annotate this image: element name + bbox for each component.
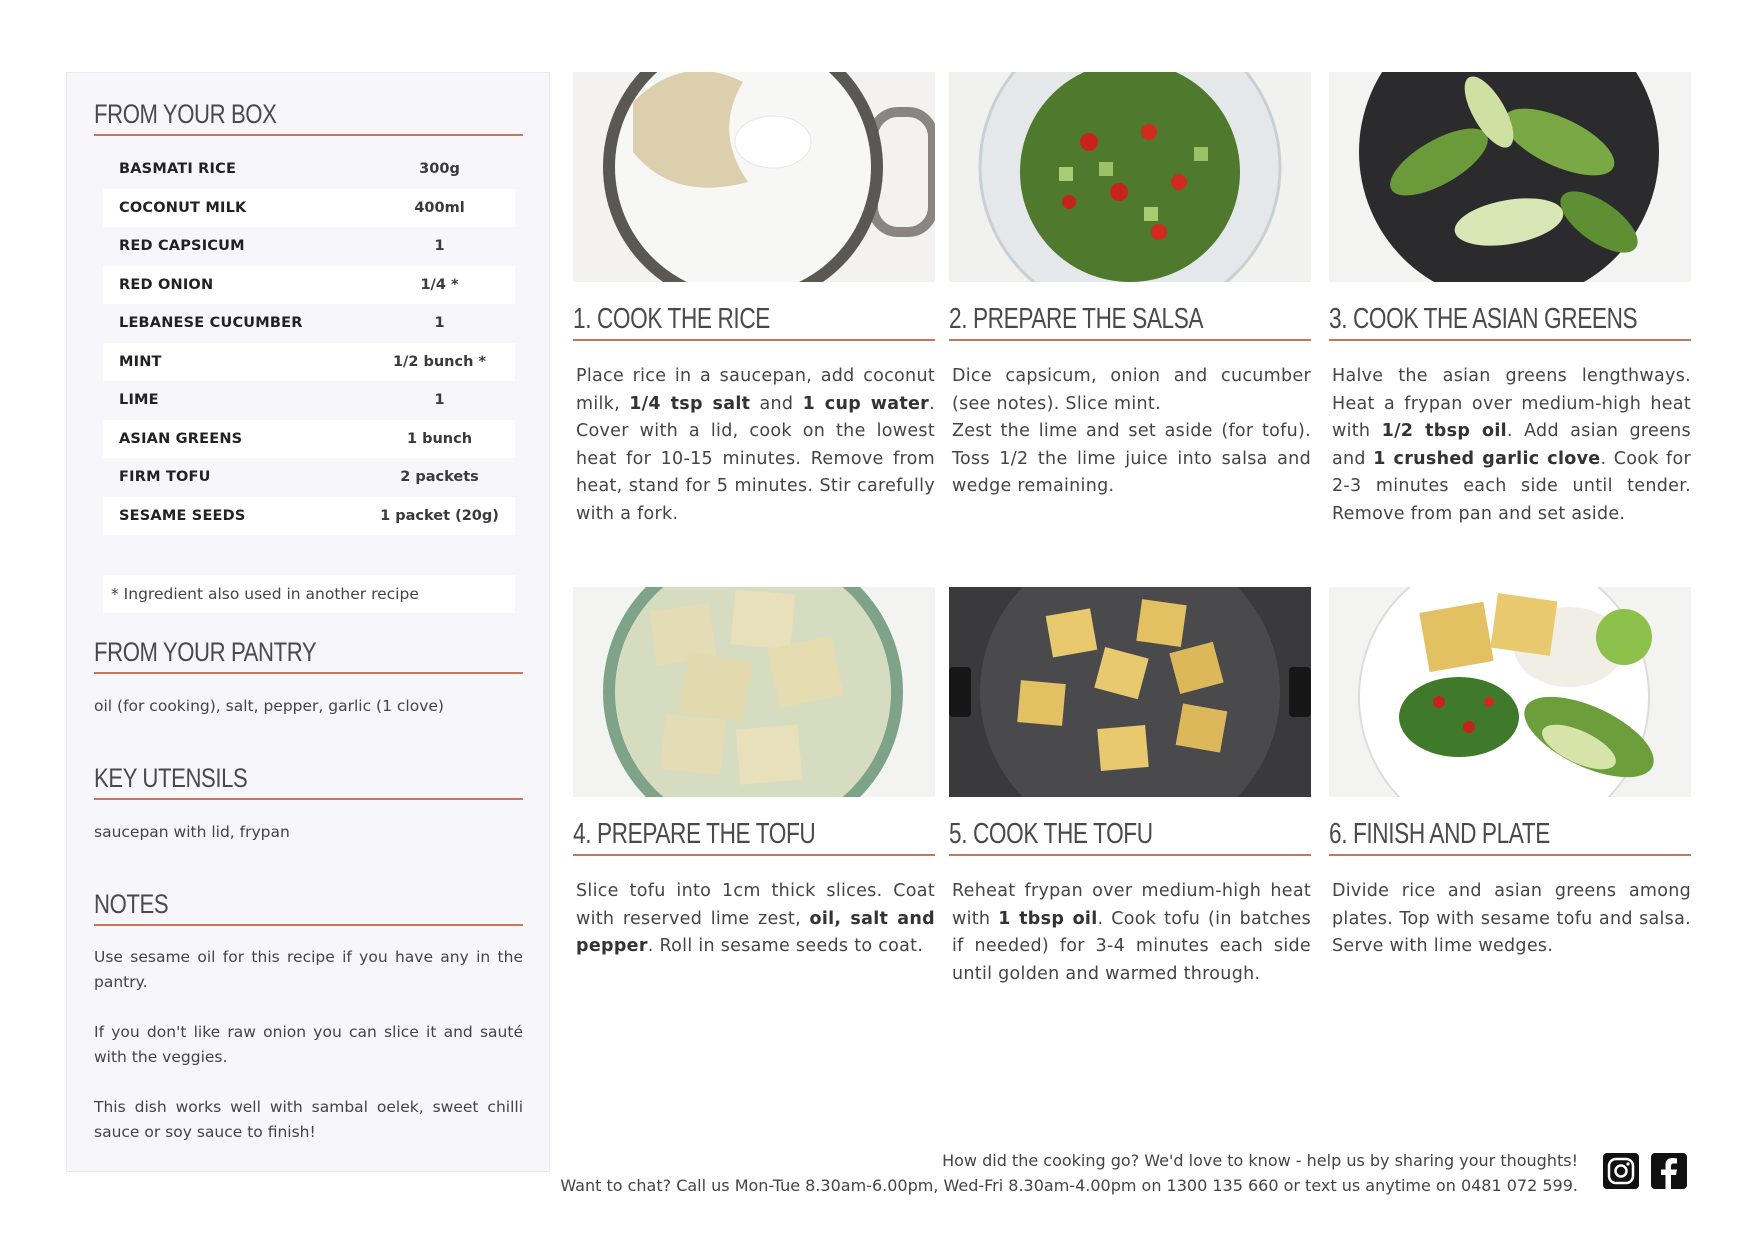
ingredient-name: MINT	[119, 353, 162, 370]
step-2-body: Dice capsicum, onion and cucumber (see notes). Slice mint. Zest the lime and set aside (for tofu). Toss 1/2 the lime juice into salsa and wedge remaining.	[952, 366, 1311, 496]
key-utensils-heading: KEY UTENSILS	[94, 763, 523, 800]
step-2-photo	[949, 72, 1311, 282]
ingredient-name: FIRM TOFU	[119, 469, 211, 486]
ingredient-qty: 400ml	[414, 199, 465, 216]
step-4	[573, 587, 935, 961]
ingredient-name: LIME	[119, 392, 159, 409]
from-your-box-heading: FROM YOUR BOX	[94, 99, 523, 136]
step-5-body: Reheat frypan over medium-high heat with 1 tbsp oil. Cook tofu (in batches if needed) for 3-4 minutes each side until golden and warmed through.	[952, 881, 1312, 984]
ingredient-row	[103, 458, 515, 497]
ingredients-sidebar	[66, 72, 550, 1172]
ingredient-qty: 2 packets	[400, 469, 479, 486]
ingredient-name: RED CAPSICUM	[119, 238, 245, 255]
ingredients-table	[103, 150, 515, 535]
step-1-photo	[573, 72, 935, 282]
ingredient-row	[103, 189, 515, 228]
step-2-title: 2. PREPARE THE SALSA	[949, 303, 1311, 341]
ingredient-qty: 1	[434, 315, 445, 332]
ingredient-row	[103, 304, 515, 343]
ingredient-qty: 1	[434, 238, 445, 255]
ingredient-row	[103, 343, 515, 382]
step-1-body: Place rice in a saucepan, add coconut milk, 1/4 tsp salt and 1 cup water. Cover with a lid, cook on the lowest heat for 10-15 minutes. Remove from heat, stand for 5 minutes. Stir carefully with a fork.	[576, 366, 935, 524]
step-4-body: Slice tofu into 1cm thick slices. Coat with reserved lime zest, oil, salt and pepper. Roll in sesame seeds to coat.	[576, 881, 935, 956]
step-3-body: Halve the asian greens lengthways. Heat a frypan over medium-high heat with 1/2 tbsp oil. Add asian greens and 1 crushed garlic clove. Cook for 2-3 minutes each side until tender. Remove from pan and set aside.	[1332, 366, 1691, 524]
ingredient-row	[103, 150, 515, 189]
ingredient-row	[103, 381, 515, 420]
step-2	[949, 72, 1311, 501]
ingredient-qty: 1/4 *	[420, 276, 459, 293]
ingredient-qty: 1	[434, 392, 445, 409]
contact-line: Want to chat? Call us Mon-Tue 8.30am-6.00pm, Wed-Fri 8.30am-4.00pm on 1300 135 660 or text us anytime on 0481 072 599.	[560, 1176, 1578, 1195]
notes-list	[94, 945, 523, 1170]
step-4-title: 4. PREPARE THE TOFU	[573, 818, 935, 856]
ingredient-footnote: * Ingredient also used in another recipe	[103, 575, 515, 613]
step-1	[573, 72, 935, 528]
step-1-title: 1. COOK THE RICE	[573, 303, 935, 341]
step-6-body: Divide rice and asian greens among plates. Top with sesame tofu and salsa. Serve with lime wedges.	[1332, 881, 1691, 956]
ingredient-qty: 1/2 bunch *	[392, 353, 487, 370]
ingredient-row	[103, 497, 515, 536]
ingredient-qty: 1 packet (20g)	[380, 507, 499, 524]
step-4-photo	[573, 587, 935, 797]
feedback-line: How did the cooking go? We'd love to know - help us by sharing your thoughts!	[942, 1151, 1578, 1170]
note-item: This dish works well with sambal oelek, sweet chilli sauce or soy sauce to finish!	[94, 1098, 523, 1141]
note-item: Use sesame oil for this recipe if you have any in the pantry.	[94, 948, 523, 991]
ingredient-qty: 1 bunch	[406, 430, 473, 447]
step-5	[949, 587, 1311, 988]
step-6-photo	[1329, 587, 1691, 797]
from-your-pantry-heading: FROM YOUR PANTRY	[94, 637, 523, 674]
ingredient-qty: 300g	[419, 161, 460, 178]
step-6	[1329, 587, 1691, 961]
footer-contact	[560, 1148, 1578, 1198]
note-item: If you don't like raw onion you can slice it and sauté with the veggies.	[94, 1023, 523, 1066]
step-3-title: 3. COOK THE ASIAN GREENS	[1329, 303, 1691, 341]
ingredient-name: BASMATI RICE	[119, 161, 237, 178]
step-5-title: 5. COOK THE TOFU	[949, 818, 1311, 856]
ingredient-row	[103, 227, 515, 266]
ingredient-name: SESAME SEEDS	[119, 507, 246, 524]
step-5-photo	[949, 587, 1311, 797]
ingredient-name: ASIAN GREENS	[119, 430, 243, 447]
ingredient-name: LEBANESE CUCUMBER	[119, 315, 303, 332]
step-6-title: 6. FINISH AND PLATE	[1329, 818, 1691, 856]
step-3	[1329, 72, 1691, 528]
facebook-icon[interactable]	[1651, 1153, 1687, 1189]
notes-heading: NOTES	[94, 889, 523, 926]
step-3-photo	[1329, 72, 1691, 282]
ingredient-row	[103, 266, 515, 305]
ingredient-row	[103, 420, 515, 459]
ingredient-name: RED ONION	[119, 276, 214, 293]
pantry-text: oil (for cooking), salt, pepper, garlic (1 clove)	[94, 697, 444, 715]
ingredient-name: COCONUT MILK	[119, 199, 247, 216]
utensils-text: saucepan with lid, frypan	[94, 823, 290, 841]
instagram-icon[interactable]	[1603, 1153, 1639, 1189]
